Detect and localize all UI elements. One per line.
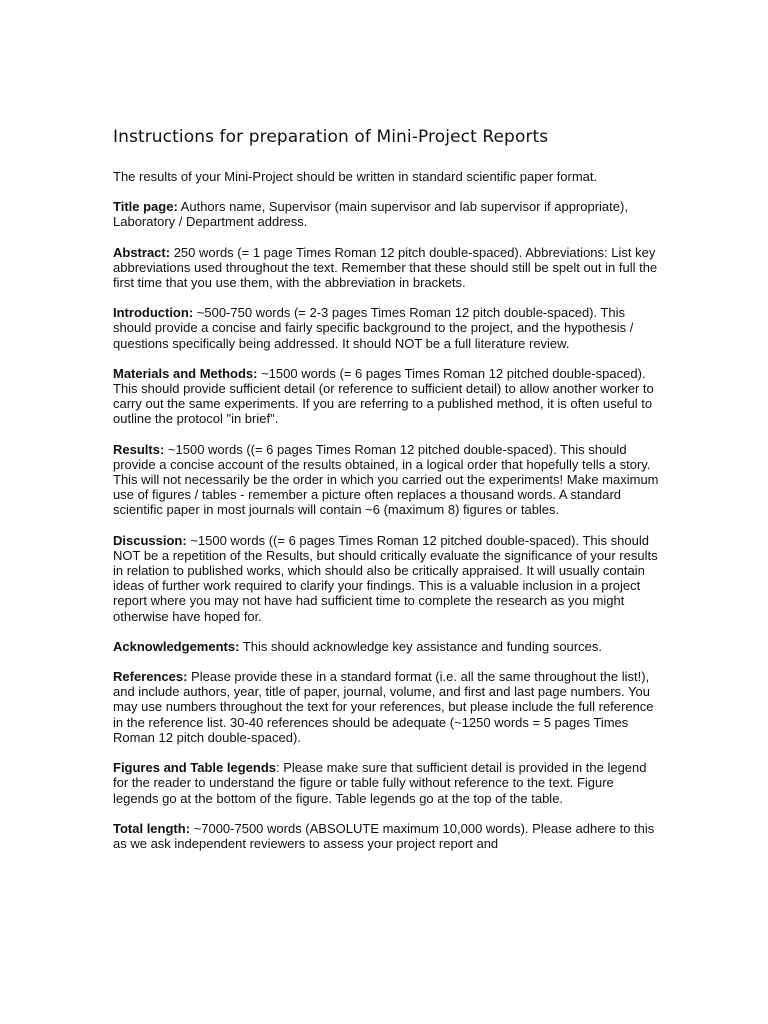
section-text: This should acknowledge key assistance and funding sources. [239, 638, 602, 654]
section-total-length [113, 821, 661, 851]
section-introduction [113, 305, 661, 351]
section-label: Figures and Table legends [113, 760, 277, 776]
section-text: ~7000-7500 words (ABSOLUTE maximum 10,000 words). Please adhere to this as we ask independent reviewers to assess your project report and [113, 820, 655, 851]
section-label: Title page: [113, 199, 178, 215]
section-label: Introduction: [113, 305, 194, 321]
section-text: ~1500 words ((= 6 pages Times Roman 12 pitched double-spaced). This should provide a concise account of the results obtained, in a logical order that hopefully tells a story. This will not necessarily be the order in which you carried out the experiments! Make maximum use of figures / tables - remember a picture often replaces a thousand words. A standard scientific paper in most journals will contain ~6 (maximum 8) figures or tables. [113, 441, 659, 518]
section-text: 250 words (= 1 page Times Roman 12 pitch double-spaced). Abbreviations: List key abbreviations used throughout the text. Remember that these should still be spelt out in full the first time that you use them, with the abbreviation in brackets. [113, 244, 658, 291]
section-text: ~1500 words (= 6 pages Times Roman 12 pitched double-spaced). This should provide sufficient detail (or reference to sufficient detail) to allow another worker to carry out the same experiments. If you are referring to a published method, it is often useful to outline the protocol "in brief". [113, 365, 654, 427]
section-discussion [113, 533, 661, 624]
section-label: Acknowledgements: [113, 638, 240, 654]
section-abstract [113, 245, 661, 291]
section-materials-methods [113, 366, 661, 427]
section-label: Results: [113, 441, 165, 457]
document-title: Instructions for preparation of Mini-Project Reports [113, 127, 549, 147]
section-results [113, 442, 661, 518]
section-title-page [113, 199, 661, 229]
section-text: Authors name, Supervisor (main supervisor and lab supervisor if appropriate), Laboratory / Department address. [113, 199, 628, 230]
section-text: : Please make sure that sufficient detail is provided in the legend for the reader to understand the figure or table fully without reference to the text. Figure legends go at the bottom of the figure. Table legends go at the top of the table. [113, 760, 647, 806]
section-label: Abstract: [113, 244, 171, 260]
section-text: Please provide these in a standard format (i.e. all the same throughout the list!), and include authors, year, title of paper, journal, volume, and first and last page numbers. You may use numbers throughout the text for your references, but please include the full reference in the reference list. 30-40 references should be adequate (~1250 words = 5 pages Times Roman 12 pitch double-spaced). [113, 669, 654, 745]
section-text: ~500-750 words (= 2-3 pages Times Roman 12 pitch double-spaced). This should provide a concise and fairly specific background to the project, and the hypothesis / questions specifically being addressed. It should NOT be a full literature review. [113, 305, 634, 351]
section-label: Materials and Methods: [113, 365, 258, 381]
document-page [113, 126, 661, 866]
section-references [113, 669, 661, 745]
section-acknowledgements [113, 639, 661, 654]
section-label: Total length: [113, 820, 191, 836]
intro-paragraph: The results of your Mini-Project should be written in standard scientific paper format. [113, 169, 598, 184]
section-label: References: [113, 669, 188, 685]
section-figures-table-legends [113, 760, 661, 806]
section-text: ~1500 words ((= 6 pages Times Roman 12 pitched double-spaced). This should NOT be a repetition of the Results, but should critically evaluate the significance of your results in relation to published works, which should also be critically appraised. It will usually contain ideas of further work required to clarify your findings. This is a valuable inclusion in a project report where you may not have had sufficient time to complete the research as you might otherwise have hoped for. [113, 532, 658, 624]
section-label: Discussion: [113, 532, 187, 548]
